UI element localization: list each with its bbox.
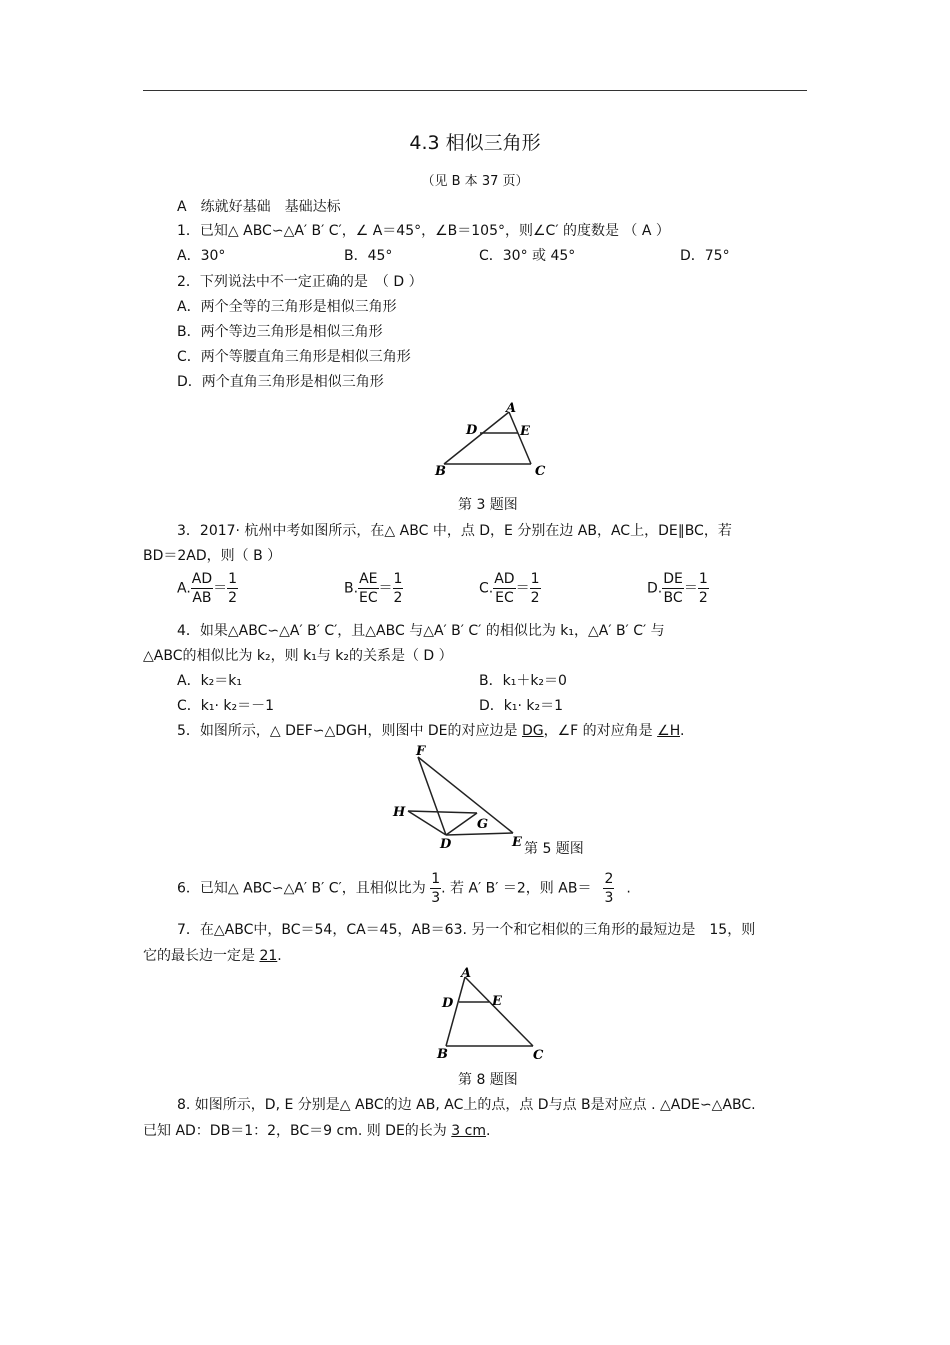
q5-text-pre: 5．如图所示，△ DEF∽△DGH，则图中 DE的对应边是 [177, 723, 522, 739]
fraction-numerator: 1 [698, 571, 708, 587]
fraction [530, 570, 541, 607]
fig8-label-b: B [437, 1047, 448, 1062]
equals-sign: ＝ [213, 580, 228, 597]
fig8-caption: 第 8 题图 [458, 1072, 518, 1088]
fig5-caption: 第 5 题图 [524, 841, 584, 857]
fig5-side-hg [408, 811, 477, 813]
page-title: 4.3 相似三角形 [409, 132, 541, 154]
q7-stem-line2 [143, 945, 282, 965]
fig5-side-hd [408, 811, 446, 835]
q1-option-d: D．75° [680, 248, 730, 264]
fraction [698, 570, 709, 607]
q2-stem: 2．下列说法中不一定正确的是 （ D ） [177, 274, 423, 290]
q8-answer: 3 cm [451, 1123, 486, 1139]
q3-option-d-prefix: D. [647, 580, 663, 597]
figure-8 [430, 962, 550, 1062]
q8-stem-line2 [143, 1120, 490, 1140]
q4-stem-line2: △ABC的相似比为 k₂，则 k₁与 k₂的关系是（ D ） [143, 648, 453, 664]
fraction-numerator: DE [663, 571, 683, 587]
q3-option-c [479, 570, 541, 607]
fig8-label-e: E [492, 994, 502, 1009]
fig8-label-a: A [461, 966, 472, 981]
fraction-numerator: 1 [530, 571, 540, 587]
fraction-denominator: 2 [698, 590, 708, 606]
fraction [227, 570, 238, 607]
fraction-numerator: 1 [393, 571, 403, 587]
q3-option-b [344, 570, 403, 607]
q3-option-b-prefix: B. [344, 580, 359, 597]
q3-stem-line1: 3．2017· 杭州中考如图所示，在△ ABC 中，点 D，E 分别在边 AB，AC上，DE∥BC，若 [177, 523, 732, 539]
fraction-numerator: 1 [431, 871, 441, 887]
q7-stem-line1: 7．在△ABC中，BC＝54，CA＝45，AB＝63. 另一个和它相似的三角形的最短边是 15，则 [177, 922, 756, 938]
q5-text-mid: ，∠F 的对应角是 [543, 723, 658, 739]
fraction [358, 570, 378, 607]
q2-option-c: C．两个等腰直角三角形是相似三角形 [177, 349, 411, 365]
fig5-label-h: H [393, 805, 406, 820]
fraction-denominator: 2 [393, 590, 403, 606]
q4-option-a: A．k₂＝k₁ [177, 673, 243, 689]
q4-option-d: D．k₁· k₂＝1 [479, 698, 564, 714]
fraction [662, 570, 684, 607]
q4-stem-line1: 4．如果△ABC∽△A′ B′ C′，且△ABC 与△A′ B′ C′ 的相似比为 k₁，△A′ B′ C′ 与 [177, 623, 665, 639]
fraction-denominator: 3 [431, 890, 441, 906]
q1-option-a: A．30° [177, 248, 226, 264]
fig3-label-b: B [435, 464, 446, 479]
q6-text-pre: 6．已知△ ABC∽△A′ B′ C′，且相似比为 [177, 880, 426, 897]
fig3-label-d: D [466, 423, 478, 438]
fig3-label-c: C [535, 464, 546, 479]
q1-option-b: B．45° [344, 248, 393, 264]
equals-sign: ＝ [515, 580, 530, 597]
q8-text-end: . [485, 1123, 491, 1139]
fraction-denominator: AB [192, 590, 212, 606]
fraction-numerator: AE [359, 571, 378, 587]
q4-option-c: C．k₁· k₂＝－1 [177, 698, 275, 714]
fraction-denominator: 2 [228, 590, 238, 606]
q7-text-end: . [277, 948, 282, 964]
q5-stem [177, 720, 684, 740]
fraction-numerator: AD [191, 571, 213, 587]
fraction-denominator: EC [358, 590, 378, 606]
fig8-label-d: D [442, 996, 454, 1011]
q8-stem-line1: 8. 如图所示，D, E 分别是△ ABC的边 AB, AC上的点，点 D与点 B是对应点 . △ADE∽△ABC. [177, 1097, 756, 1113]
fig3-label-e: E [520, 424, 530, 439]
fraction-numerator: 2 [604, 871, 614, 887]
fig3-side-ab [444, 412, 509, 464]
section-heading: A 练就好基础 基础达标 [177, 199, 341, 215]
fig3-label-a: A [506, 401, 517, 416]
q3-stem-line2: BD＝2AD，则（ B ） [143, 548, 282, 564]
q6-ratio-fraction [430, 870, 441, 907]
fig5-side-de [446, 833, 513, 835]
q3-option-c-prefix: C. [479, 580, 494, 597]
fig5-side-gd [446, 813, 477, 835]
fraction [493, 570, 515, 607]
fraction-denominator: EC [495, 590, 514, 606]
fig5-label-d: D [440, 837, 452, 852]
fig3-caption: 第 3 题图 [458, 497, 518, 513]
fraction [191, 570, 213, 607]
figure-5 [390, 745, 525, 855]
fraction-numerator: AD [494, 571, 515, 587]
fraction-numerator: 1 [228, 571, 238, 587]
q1-stem: 1．已知△ ABC∽△A′ B′ C′，∠ A＝45°，∠B＝105°，则∠C′ 的度数是 （ A ） [177, 223, 670, 239]
q3-option-a [177, 570, 238, 607]
q6-stem [177, 870, 631, 907]
q5-answer-1: DG [521, 723, 544, 739]
q1-option-c: C．30° 或 45° [479, 248, 576, 264]
q2-option-b: B．两个等边三角形是相似三角形 [177, 324, 383, 340]
fig8-label-c: C [533, 1048, 544, 1063]
q3-option-a-prefix: A. [177, 580, 191, 597]
fraction-denominator: BC [663, 590, 683, 606]
fig5-label-f: F [416, 744, 426, 759]
q6-text-mid: . 若 A′ B′ ＝2，则 AB＝ [441, 880, 592, 897]
figure-3 [430, 400, 550, 485]
q6-answer-fraction [591, 870, 626, 907]
fig8-side-ab [446, 977, 465, 1046]
page-subtitle: （见 B 本 37 页） [421, 174, 529, 189]
fraction-denominator: 3 [604, 890, 614, 906]
fig5-label-g: G [477, 817, 489, 832]
q7-text-pre: 它的最长边一定是 [143, 948, 260, 964]
q5-text-end: . [679, 723, 685, 739]
q2-option-a: A．两个全等的三角形是相似三角形 [177, 299, 397, 315]
equals-sign: ＝ [378, 580, 393, 597]
q6-text-end: . [626, 880, 631, 897]
q8-text-pre: 已知 AD：DB＝1：2，BC＝9 cm. 则 DE的长为 [143, 1123, 452, 1139]
header-rule [143, 90, 807, 91]
q7-answer: 21 [259, 948, 278, 964]
q4-option-b: B．k₁＋k₂＝0 [479, 673, 567, 689]
fig8-side-ac [465, 977, 533, 1046]
q3-option-d [647, 570, 709, 607]
q2-option-d: D．两个直角三角形是相似三角形 [177, 374, 384, 390]
equals-sign: ＝ [683, 580, 698, 597]
q5-answer-2: ∠H [657, 723, 680, 739]
fraction [393, 570, 404, 607]
fraction-denominator: 2 [530, 590, 540, 606]
fig5-label-e: E [512, 835, 522, 850]
